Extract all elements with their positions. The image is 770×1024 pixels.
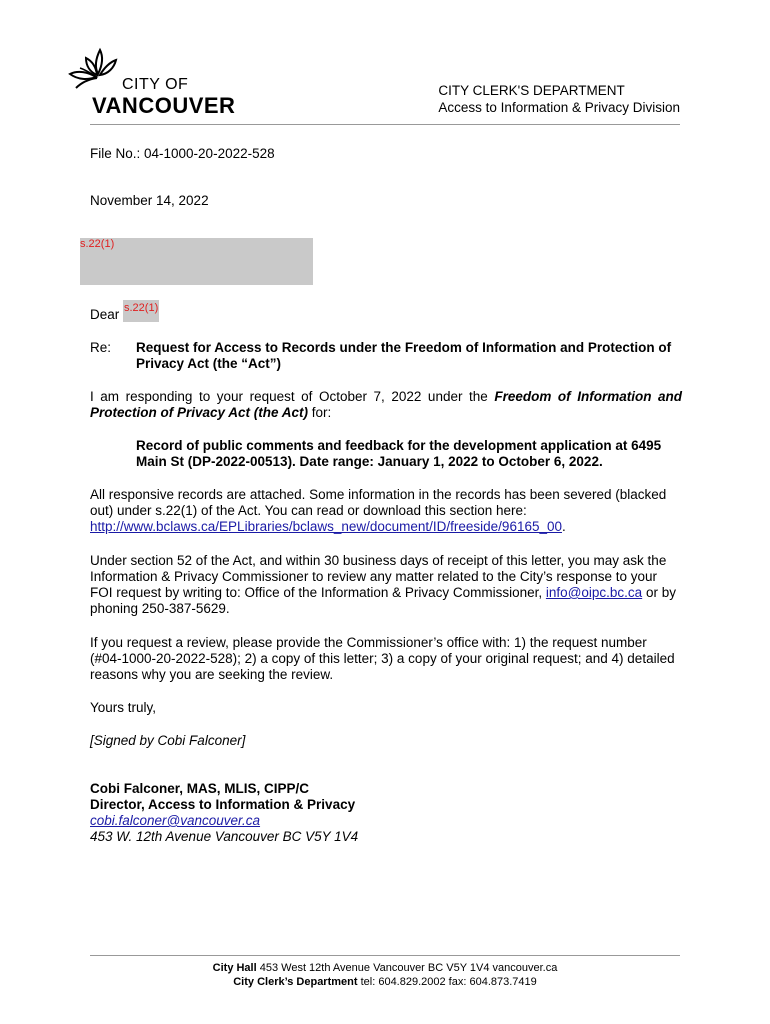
oipc-email-link[interactable]: info@oipc.bc.ca: [545, 585, 643, 600]
footer-line-2: [90, 975, 680, 989]
redacted-address-block: [80, 238, 313, 285]
footer-contact: tel: 604.829.2002 fax: 604.873.7419: [357, 976, 537, 988]
request-description: Record of public comments and feedback for the development application at 6495 Main St (DP-2022-00513). Date range: January 1, 2022 to October 6, 2022.: [136, 438, 662, 469]
intro-paragraph: [90, 389, 682, 421]
leaf-flower-logo-icon: [66, 44, 126, 100]
footer-city-hall: City Hall: [212, 962, 257, 974]
review-tail: or by phoning 250-387-5629.: [90, 585, 676, 616]
footer-divider: [90, 955, 680, 956]
intro-lead: I am responding to your request of October 7, 2022 under the: [90, 389, 495, 404]
review-text: Under section 52 of the Act, and within 30 business days of receipt of this letter, you may ask the Information & Privacy Commissioner to review any matter related to the City’s response to your FOI request by writing to: Office of the Information & Privacy Commissioner,: [90, 553, 667, 600]
act-name: Freedom of Information and Protection of Privacy Act (the Act): [90, 389, 682, 420]
closing: Yours truly,: [90, 700, 157, 715]
footer-line-1: [90, 961, 680, 975]
footer-department: City Clerk’s Department: [233, 976, 358, 988]
signer-address: 453 W. 12th Avenue Vancouver BC V5Y 1V4: [90, 829, 359, 844]
signer-email-link[interactable]: cobi.falconer@vancouver.ca: [90, 813, 261, 828]
re-label: Re:: [90, 340, 112, 355]
city-of-vancouver-logo: [66, 44, 246, 120]
department-name: CITY CLERK'S DEPARTMENT: [438, 83, 625, 98]
re-subject: Request for Access to Records under the Freedom of Information and Protection of Privacy Act (the “Act”): [136, 340, 672, 371]
bclaws-link[interactable]: http://www.bclaws.ca/EPLibraries/bclaws_new/document/ID/freeside/96165_00: [90, 519, 562, 534]
review-rights-paragraph: [90, 553, 682, 617]
records-end: .: [562, 519, 566, 534]
file-number: File No.: 04-1000-20-2022-528: [90, 146, 275, 161]
header-divider: [90, 124, 680, 125]
letter-date: November 14, 2022: [90, 193, 209, 208]
signer-name: Cobi Falconer, MAS, MLIS, CIPP/C: [90, 781, 310, 796]
signer-title: Director, Access to Information & Privacy: [90, 797, 356, 812]
redaction-label-name: s.22(1): [124, 302, 159, 314]
records-text: All responsive records are attached. Some information in the records has been severed (blacked out) under s.22(1) of the Act. You can read or download this section here:: [90, 487, 667, 518]
logo-vancouver: VANCOUVER: [92, 93, 236, 118]
redaction-label-address: s.22(1): [80, 238, 115, 250]
records-paragraph: [90, 487, 682, 535]
review-instructions-paragraph: If you request a review, please provide the Commissioner’s office with: 1) the request number (#04-1000-20-2022-528); 2) a copy of this letter; 3) a copy of your original request; and 4) detailed reasons why you are seeking the review.: [90, 635, 675, 682]
division-name: Access to Information & Privacy Division: [438, 100, 680, 115]
department-header: [438, 82, 680, 116]
signed-note: [Signed by Cobi Falconer]: [90, 733, 246, 748]
salutation-dear: Dear: [90, 307, 120, 322]
footer-address: 453 West 12th Avenue Vancouver BC V5Y 1V4 vancouver.ca: [256, 962, 558, 974]
signer-email[interactable]: [90, 813, 260, 829]
logo-city-of: CITY OF: [122, 76, 189, 93]
intro-tail: for:: [308, 405, 332, 420]
